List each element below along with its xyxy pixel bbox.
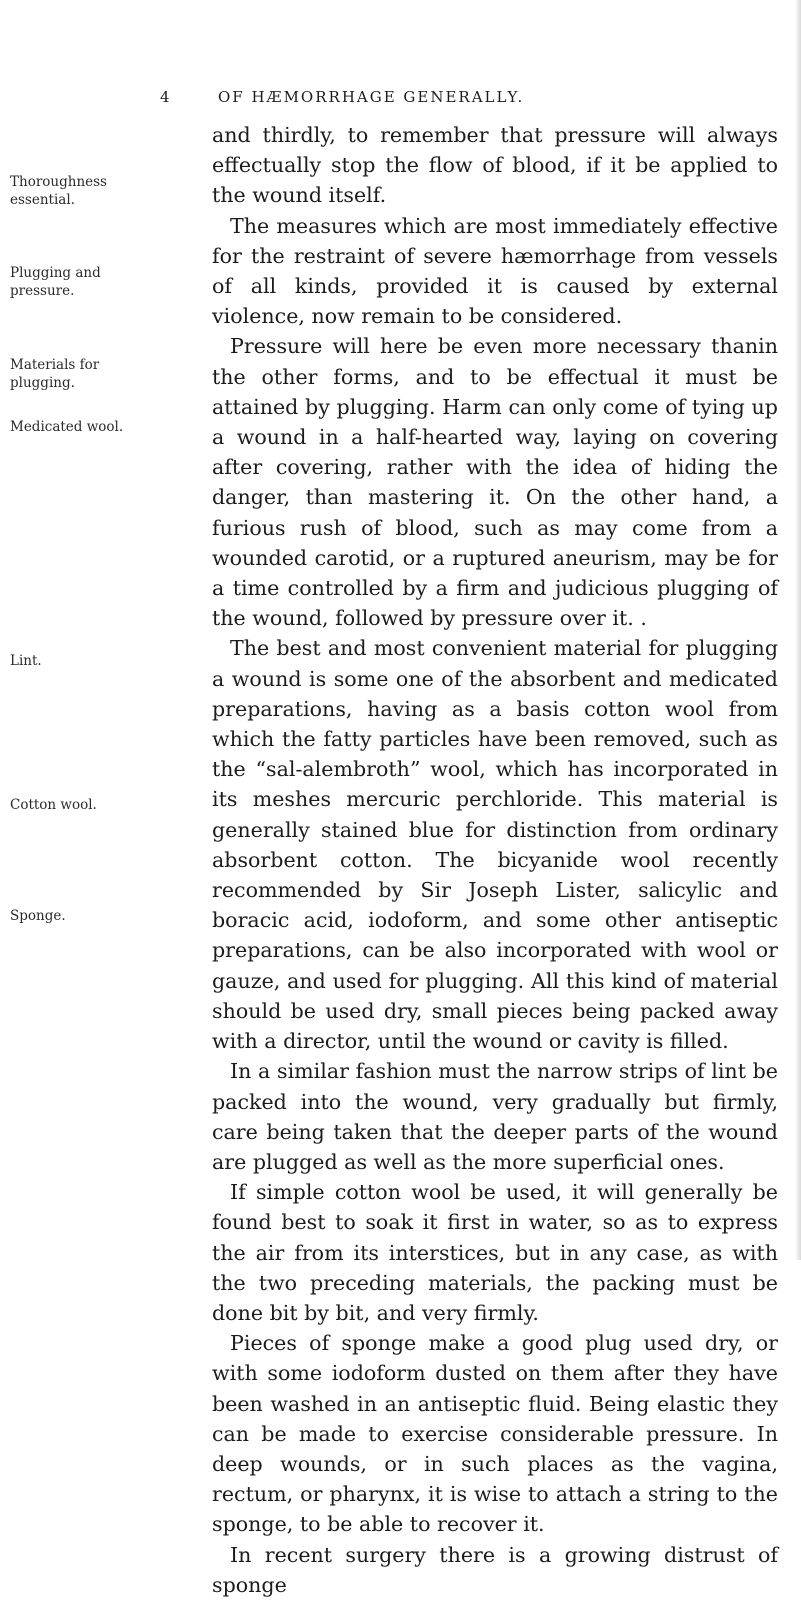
side-note-thoroughness: Thoroughness essential.	[10, 174, 107, 208]
page-body	[212, 120, 778, 1600]
running-title: OF HÆMORRHAGE GENERALLY.	[218, 88, 525, 106]
paragraph: Pieces of sponge make a good plug used dry, or with some iodoform dusted on them after they have been washed in an antiseptic fluid. Being elastic they can be made to exercise considerable pressure. In deep wounds, or in such places as the vagina, rectum, or pharynx, it is wise to attach a string to the sponge, to be able to recover it.	[212, 1331, 778, 1537]
page-number: 4	[160, 88, 172, 106]
paragraph: In recent surgery there is a growing distrust of sponge	[212, 1542, 778, 1597]
running-header	[160, 88, 720, 114]
paragraph: Pressure will here be even more necessary thanin the other forms, and to be effectual it must be attained by plugging. Harm can only come of tying up a wound in a half-hearted way, laying on covering after covering, rather with the idea of hiding the danger, than mastering it. On the other hand, a furious rush of blood, such as may come from a wounded carotid, or a ruptured aneurism, may be for a time controlled by a firm and judicious plugging of the wound, followed by pressure over it. .	[212, 334, 778, 631]
paragraph: In a similar fashion must the narrow strips of lint be packed into the wound, very gradually but firmly, care being taken that the deeper parts of the wound are plugged as well as the more superficial ones.	[212, 1059, 778, 1174]
paragraph: The measures which are most immediately effective for the restraint of severe hæmorrhage from vessels of all kinds, provided it is caused by external violence, now remain to be considered.	[212, 213, 778, 329]
side-note-materials: Materials for plugging.	[10, 357, 100, 391]
page-edge-shadow	[795, 0, 801, 1260]
paragraph: If simple cotton wool be used, it will generally be found best to soak it first in water, so as to express the air from its interstices, but in any case, as with the two preceding materials, the packing must be done bit by bit, and very firmly.	[212, 1180, 778, 1325]
side-note-cotton-wool: Cotton wool.	[10, 797, 97, 813]
paragraph: and thirdly, to remember that pressure will always effectually stop the flow of blood, if it be applied to the wound itself.	[212, 123, 778, 208]
side-note-lint: Lint.	[10, 653, 42, 669]
side-note-sponge: Sponge.	[10, 908, 66, 924]
side-note-plugging-pressure: Plugging and pressure.	[10, 265, 101, 299]
paragraph: The best and most convenient material for plugging a wound is some one of the absorbent and medicated preparations, having as a basis cotton wool from which the fatty particles have been removed, such as the “sal-alembroth” wool, which has incorporated in its meshes mercuric perchloride. This material is generally stained blue for distinction from ordinary absorbent cotton. The bicyanide wool recently recommended by Sir Joseph Lister, salicylic and boracic acid, iodoform, and some other antiseptic preparations, can be also incorporated with wool or gauze, and used for plugging. All this kind of material should be used dry, small pieces being packed away with a director, until the wound or cavity is filled.	[212, 636, 778, 1054]
side-note-medicated-wool: Medicated wool.	[10, 419, 124, 435]
